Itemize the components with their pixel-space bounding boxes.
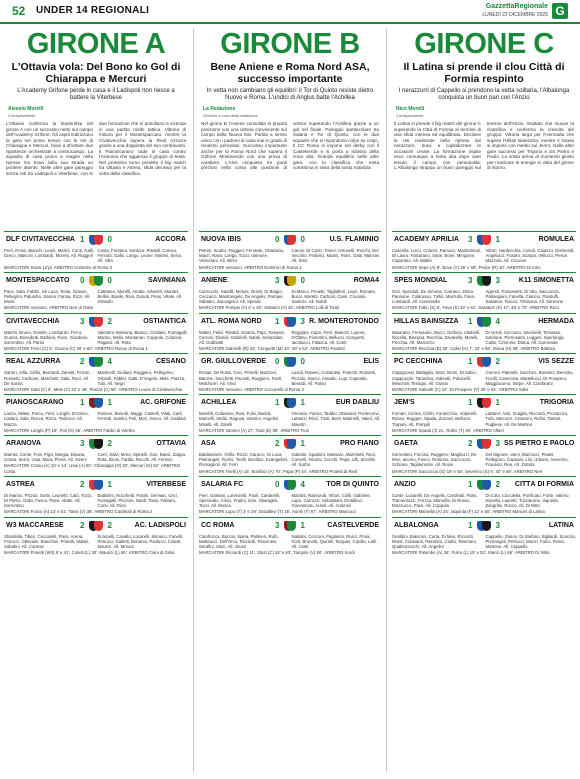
home-score: 1 — [468, 316, 473, 326]
match-scorers: MARCATORI Riccardi (C) 11', Stazi (C) 34' e 63', Tarquini (V) 50'. ARBITRO Sordi — [199, 550, 355, 556]
home-score: 1 — [468, 479, 473, 489]
away-lineup: Lucidi, Ranieri, Costantini, Franchi, Rossetti, Piccolo, Sacco, Amadei, Lupi, Caporale, Berardi. All. Panici — [291, 370, 377, 386]
away-team: CESANO — [156, 358, 186, 366]
home-lineup: Cascella, Lucci, Coluzzi, Ranucci, Mastrantoni, Di Lauro, Falzarano, Sepe, Bove, Mingione, Caporaso. All. Mattei — [392, 248, 482, 264]
home-team: ATL. ROMA NORD — [201, 317, 262, 325]
home-score: 2 — [80, 520, 85, 530]
match-box — [199, 435, 381, 476]
away-crest-icon — [94, 398, 103, 408]
away-crest-icon — [94, 480, 103, 490]
match-box — [4, 272, 188, 313]
away-lineup: Onorato, Farina, Taddei, Ottaviani, Pontecorvi, Lattanzi, Ricci, Tosti, Berti, Marinelli, Valeri. All. Maestri — [291, 411, 381, 427]
match-box — [199, 394, 381, 435]
home-team: ARANOVA — [6, 440, 41, 448]
match-scorers: MARCATORI Vannini (A) 27', Tosti (E) 58'. ARBITRO Fiori — [199, 427, 309, 433]
away-team: TOR DI QUINTO — [326, 480, 379, 488]
home-lineup: Pace, Sala, Fabbri, De Luca, Testa, Grasso, Pellegrini, Palumbo, Sanna, Farina, Rizzi. All. Monti — [4, 288, 91, 305]
away-score: 3 — [495, 520, 500, 530]
match-box — [199, 353, 381, 394]
author-role: Servizio a cura della redazione — [203, 113, 258, 118]
away-score: 0 — [300, 275, 305, 285]
away-team: ROMA4 — [353, 276, 379, 284]
away-team: U.S. FLAMINIO — [329, 236, 379, 243]
home-lineup: Maiorano, Ferraiuolo, Bucci, Gelfusa, Altobelli, Nocella, Bisegna, Recchia, Zavarella, Morelli, Pecchia. All. Marrazzo — [392, 329, 481, 346]
away-team: ELIS — [363, 358, 379, 366]
match-scorers: MARCATORI nessuno. ARBITRO Ceccarelli di Roma 2 — [199, 387, 304, 393]
away-crest-icon — [287, 398, 296, 408]
home-lineup: Pieri, Gaetani, Lorenzetti, Paoli, Cardarelli, Sperandio, Amici, Fratini, Iorio, Sbaraglia, Tocci. All. Mosca — [199, 492, 281, 509]
away-crest-icon — [287, 317, 296, 327]
home-score: 2 — [80, 479, 85, 489]
away-team: CITTÀ DI FORMIA — [514, 480, 574, 488]
home-lineup: Gentilini, Bianconi, Carta, Di Meo, Ricciotti, Monti, Colasanti, Palombo, Ciarla, Tammaro, Quattrociocchi. All. Angelini — [392, 533, 478, 550]
home-score: 2 — [275, 439, 280, 449]
away-lineup: Costa, Fontana, Santoro, Rinaldi, Caruso, Ferrara, Gallo, Longo, Leone, Martini, Serra. All. Villa — [97, 248, 183, 264]
match-scorers: MARCATORI nessuno. ARBITRO Dominici di Roma 1 — [199, 264, 302, 270]
home-score: 1 — [80, 235, 85, 244]
home-lineup: Petrini, Scalzo, Ruggeri, Ferrante, Ottaviano, Macrì, Raso, Longo, Tucci, Iannone, Veneziani. All. Mirra — [199, 248, 285, 264]
away-crest-icon — [482, 357, 491, 367]
article-headline: L'Ottavia vola: Del Bono ko Gol di Chiarappa e Mercuri — [11, 61, 181, 85]
home-team: PIANOSCARANO — [6, 399, 64, 407]
home-lineup: Marchi, Bruno, Gentile, Lombardo, Ferro, Guerra, Benedetti, Barbieri, Fiore, Giordano, Sorrentino. All. Parisi — [4, 329, 89, 346]
home-lineup: Rosati, De Rossi, Ceci, Petrelli, Mazzoni, Barone, Sacchetti, Paciotti, Ruggiero, Fanti, Melchiorri. All. Vinci — [199, 370, 283, 386]
match-box — [392, 231, 576, 272]
home-lineup: Orsi, Sperduti, De Simone, Carrano, Zinno, Pannone, Colarusso, Tullio, Marzullo, Fava, Lombardi. All. Ciaramella — [392, 288, 476, 305]
home-score: 2 — [80, 357, 85, 367]
match-box — [199, 231, 381, 272]
away-score: 1 — [495, 398, 500, 408]
match-box — [4, 476, 188, 517]
home-score: 3 — [80, 439, 85, 449]
match-box — [4, 435, 188, 476]
home-score: 3 — [275, 520, 280, 530]
away-lineup: Cerri, Salvi, Moro, Spinelli, Gori, Bassi, Zappa, Rota, Bruni, Fadda, Rocchi. All. Ferraro — [97, 452, 187, 463]
away-lineup: Carosi, Di Carlo, Tomei, Antonelli, Rocchi, Del Vecchio, Federici, Marini, Paris, Gatti, Mancini. All. Sisti — [291, 248, 381, 264]
home-score: 0 — [80, 275, 85, 285]
match-scorers: MARCATORI Cossu (A) 10' e 44', Usai (A) 60', Chiarappa (O) 20', Mercuri (O) 52'. ARBITRO Costa — [4, 463, 181, 474]
column-divider — [193, 28, 194, 773]
author-role: Corrispondente — [8, 113, 36, 118]
away-score: 4 — [107, 357, 112, 367]
away-score: 2 — [107, 439, 112, 449]
home-team: CC ROMA — [201, 521, 235, 529]
away-crest-icon — [94, 317, 103, 327]
article-body: L'Ottavia conferma la leadership nel girone A con un successo netto sul campo dell'Academy Grifone. Gli ospiti indirizzano la gara nel primo tempo con le reti di Chiarappa e Mercuri, bravi a sfruttare due ripartenze orchestrate a centrocampo. La squadra di casa prova a reagire nella ripresa ma trova sulla sua strada un portiere attento. Nelle altre gare pareggio senza reti tra Ladispoli e Viterbese, con le due formazioni che si annullano a vicenda in una partita molto tattica. Vittoria di misura per il Montespaccato, mentre la Civitavecchia supera la Real Azzurra grazie a una doppietta del suo centravanti. Il Pianoscarano cade in casa contro l'Aranova che aggancia il gruppo di testa. Nel prossimo turno previsto il big match tra Ottavia e Astrea, sfida decisiva per la vetta della classifica. — [6, 121, 186, 176]
girone-title: GIRONE A — [26, 28, 166, 60]
home-lineup: Mattei, Felici, Rinaldi, Sciarra, Papi, Tomassi, Cerroni, Dionisi, Gabrielli, Natali, Sebastiani. All. Gubbiotti — [199, 329, 285, 346]
away-team: ROMULEA — [538, 236, 574, 243]
match-box — [392, 394, 576, 435]
issue-date: LUNEDÌ 22 DICEMBRE 2025 — [482, 12, 548, 18]
away-score: 2 — [107, 316, 112, 326]
home-lineup: Baldassarre, Grillo, Rozzi, Carucci, Di Luca, Pietrangeli, Fiorini, Tirelli, Bonifazi, Evangelisti, Romagnoli. All. Ferri — [199, 452, 288, 468]
away-score: 2 — [495, 357, 500, 367]
away-lineup: Battistini, Rocchetti, Pasini, Gennari, Ceci, Fumagalli, Piccioni, Nardi, Tassi, Fabiani, Corsi. All. Ricci — [97, 492, 178, 509]
away-crest-icon — [287, 480, 296, 490]
away-crest-icon — [482, 235, 491, 245]
home-score: 3 — [275, 275, 280, 285]
author-name: Alessio Morelli — [8, 106, 44, 112]
column-girone-a — [0, 24, 192, 779]
match-scorers: MARCATORI Palombo (A) 36', Fulco (L) 15' e 52', Manzi (L) 68'. ARBITRO Di Nitto — [392, 550, 550, 556]
article-subheadline: In vetta non cambiano gli equilibri: il Tor di Quinto resiste dietro Nuovo e Roma. L'undici di Anglus batte l'Achillea — [206, 88, 374, 101]
away-lineup: Martinelli, Giuliani, Ruggiero, Pellegrino, Orlandi, Fabbri, Gatti, D'Angelo, Mele, Piazza, Tosi. All. Negri — [97, 370, 186, 386]
match-box — [392, 435, 576, 476]
home-team: MONTESPACCATO — [6, 276, 70, 284]
away-team: CASTELVERDE — [327, 521, 379, 529]
away-score: 1 — [107, 398, 112, 408]
match-scorers: MARCATORI Rossi 12'pt. ARBITRO Colombo di Roma 2 — [4, 264, 113, 270]
away-team: LATINA — [548, 521, 574, 529]
article-headline: Bene Aniene e Roma Nord ASA, successo importante — [210, 61, 370, 85]
brand-name: GazzettaRegionale — [485, 3, 548, 10]
match-scorers: MARCATORI nessuno. ARBITRO Neri di Ostia — [4, 305, 93, 311]
column-girone-b — [195, 24, 385, 779]
home-lineup: Cianfrocca, Boccia, Spina, Palmieri, Rufo, Matteucci, Dell'Orco, Riccardi, Piacentini, Serafini, Stazi. All. Giusti — [199, 533, 279, 550]
away-score: 4 — [300, 479, 305, 489]
match-scorers: MARCATORI Tirelli (A) 15', Bonifazi (A) 70', Papa (P) 44'. ARBITRO Proietti di Rieti — [199, 468, 357, 474]
girone-title: GIRONE B — [220, 28, 360, 60]
home-lineup: Sorrentino, Forcina, Ruggiero, Magliozzi, De Meo, Iacono, Fusco, Rotunno, Saccoccio, Schiano, Tagliamonte. All. Rossi — [392, 452, 477, 468]
home-team: NUOVA IBIS — [201, 236, 242, 243]
away-team: TRIGORIA — [539, 399, 574, 407]
home-score: 0 — [275, 357, 280, 367]
author-name: La Redazione — [203, 106, 236, 112]
match-scorers: MARCATORI Tullio (S) 5', Fava (S) 33' e 61', Salvatori (K) 17', 45' e 70'. ARBITRO Ricci — [392, 305, 559, 311]
away-score: 2 — [107, 520, 112, 530]
article-subheadline: L'Academy Grifone perde in casa e il Ladispoli non riesce a battere la Viterbese — [17, 88, 175, 101]
away-crest-icon — [287, 439, 296, 449]
article-body: Nel girone B l'Aniene consolida la propria posizione con una vittoria convincente sul campo della Nuova Ibis. Partita a senso unico con i padroni di casa mai in grado di rendersi pericolosi. Successo importante anche per la Roma Nord che supera il Grifone Monteverde con una prova di carattere. L'ASA conquista tre punti preziosi nella corsa alle posizioni di vertice superando l'Achillea grazie a un gol nel finale. Pareggio spettacolare tra Salaria e Tor di Quinto, con le due squadre che si rispondono colpo su colpo. Il CC Roma si impone nel derby con il Castelverde e si porta a ridosso della zona alta. Grande equilibrio nelle altre gare, con la classifica che resta cortissima in vista della sosta natalizia. — [201, 121, 379, 170]
match-scorers: MARCATORI Sepe (A) 8', Bove (A) 26' e 59', Pesce (R) 40'. ARBITRO Di Iorio — [392, 264, 541, 270]
away-score: 0 — [107, 235, 112, 244]
away-score: 3 — [495, 439, 500, 449]
home-score: 1 — [80, 398, 85, 408]
home-team: ALBALONGA — [394, 521, 439, 529]
away-team: AC. LADISPOLI — [134, 521, 186, 529]
away-lineup: Valentini, Messina, Bianco, Cristiani, Fumagalli, Marino, Melis, Montanari, Coppola, Colonna, Pagano. All. Rota — [97, 329, 188, 346]
home-team: DLF CIVITAVECCHIA — [6, 236, 75, 243]
home-team: REAL AZZURRA — [6, 358, 61, 366]
home-lineup: Marras, Conte, Fois, Piga, Murgia, Deiana, Cossu, Serra, Usai, Mura, Pinna. All. Atzeni — [4, 452, 87, 463]
match-scorers: MARCATORI Longhi (P) 18', Poli (G) 55'. ARBITRO Fabbri di Viterbo — [4, 427, 135, 433]
away-score: 2 — [495, 479, 500, 489]
home-lineup: Sartori, Villa, Cirillo, Bernardi, Zanetti, Ferrari, Rossetti, Carbone, Marchetti, Sala, Ricci. All. De Santis — [4, 370, 91, 386]
home-score: 3 — [80, 316, 85, 326]
away-crest-icon — [482, 521, 491, 531]
home-team: JEM'S — [394, 399, 415, 407]
match-scorers: MARCATORI Ferro (C) 5', Guerra (C) 30' e 60'. ARBITRO Russo di Roma 1 — [4, 346, 148, 352]
column-divider — [386, 28, 387, 773]
home-team: ACHILLEA — [201, 399, 237, 407]
away-crest-icon — [482, 439, 491, 449]
away-score: 0 — [300, 235, 305, 244]
match-box — [392, 476, 576, 517]
home-score: 1 — [468, 398, 473, 408]
article-subheadline: I nerazzurri di Cappello si prendono la vetta solitaria, l'Albalonga conquista un buon pari con l'Anzio — [398, 88, 570, 101]
away-crest-icon — [482, 317, 491, 327]
home-team: ACADEMY APRILIA — [394, 236, 459, 243]
article-headline: Il Latina si prende il clou Città di Formia respinto — [403, 61, 565, 85]
away-team: EUR DABLIU — [335, 399, 379, 407]
author-name: Nico Morelli — [396, 106, 425, 112]
away-lineup: Mariotti, Raimondi, Vittori, Cirilli, Gabriele, Lupo, Carrozzi, Sebastiani, Diotallevi, Giovannoni, Aureli. All. Antonini — [291, 492, 371, 509]
away-score: 1 — [300, 439, 305, 449]
brand-logo-icon: G — [552, 3, 568, 19]
match-box — [199, 272, 381, 313]
home-team: W3 MACCARESE — [6, 521, 64, 529]
match-scorers: MARCATORI Gabrielli (R) 22', Cerquetti (M) 10', 48' e 62'. ARBITRO Paoletti — [199, 346, 345, 352]
home-lineup: Fornari, Cerina, Cirillo, Fontecchio, Volpicelli, Russo, Ruggeri, Spada, Zuccari, Bellucci, Trapani. All. Pompili — [392, 411, 478, 427]
away-lineup: Agresti, Tomassetti, Di Vito, Saccoccia, Palmegiani, Fanella, Ciancio, Pandolfi, Salvatori, Fiacco, Tintisona. All. Simeone — [485, 288, 564, 305]
home-lineup: Capogrossi, Battaglia, Stazi, Bruni, Di Salvo, Cappuccini, Tarantino, Galeotti, Pulcinelli, Meschini, Tersigni. All. Grassi — [392, 370, 477, 386]
home-score: 1 — [275, 316, 280, 326]
author-role: Corrispondente — [396, 113, 424, 118]
home-team: ANIENE — [201, 276, 228, 284]
away-score: 3 — [495, 275, 500, 285]
away-team: R. MONTEROTONDO — [309, 317, 379, 325]
home-team: CIVITAVECCHIA — [6, 317, 60, 325]
home-team: HILLAS BAINSIZZA — [394, 317, 459, 325]
home-score: 2 — [468, 439, 473, 449]
home-lineup: Sbardella, Tiberi, Ceccarelli, Pace, Arena, Fiorucci, Ottaviani, Bianchini, Proietti, Mattei, Sabatini. All. Cortese — [4, 533, 90, 550]
away-score: 1 — [300, 520, 305, 530]
home-score: 1 — [468, 357, 473, 367]
away-team: AC. GRIFONE — [140, 399, 186, 407]
home-lineup: Di Marino, Pizzuti, Sorbi, Leonetti, Calò, Tozzi, Di Pietro, Gallo, Fusco, Pace, Abate. All. Sorrentino — [4, 492, 93, 509]
home-team: GR. GIULLOVERDE — [201, 358, 266, 366]
column-girone-c — [388, 24, 580, 779]
away-lineup: Galante, Spadoni, Massaro, Marchetti, Ricci, Corsetti, Nicolai, Cucchi, Papa, Lilli, Serafini. All. Sorbo — [291, 452, 377, 468]
away-crest-icon — [94, 235, 103, 245]
away-score: 4 — [495, 316, 500, 326]
away-crest-icon — [482, 398, 491, 408]
match-box — [199, 517, 381, 558]
away-crest-icon — [482, 480, 491, 490]
away-team: PRO FIANO — [340, 440, 379, 448]
match-box — [392, 313, 576, 354]
away-crest-icon — [482, 276, 491, 286]
away-lineup: Natalini, Cecconi, Pagliarini, Rosci, Proia, Forti, Brunetti, Quintili, Tarquini, Cipolla, Lalli. All. Ciotti — [291, 533, 377, 550]
match-scorers: MARCATORI Proietti (W3) 9' e 41', Coletti (L) 30', Maurizi (L) 66'. ARBITRO Ciani di Ostia — [4, 550, 175, 556]
match-box — [392, 353, 576, 394]
away-team: VITERBESE — [146, 480, 186, 488]
match-box — [4, 313, 188, 354]
home-team: GAETA — [394, 440, 418, 448]
away-lineup: Di Veroli, Ceccano, Sarcinelli, Tomasso, Nardone, Pietrosanti, Leggeri, Sperlonga, Calisi, Cimmino, Diana. All. Carnevale — [485, 329, 565, 346]
away-lineup: Reggiani, Capri, Ferri, Bianchi, Lepore, D'Ottavi, Fiorentini, Bellucci, Cerquetti, Iacobucci, Falasca. All. Conti — [291, 329, 366, 346]
away-lineup: Lattanzi, Vari, Scaglia, Riccardi, Procaccini, Tufo, Mecozzi, Cesaroni, Rufini, Tantari, Pugliese. All. De Martino — [485, 411, 569, 427]
home-lineup: Lanza, Milani, Porcu, Ferri, Longhi, D'Amico, Cattani, Sala, Rocca, Rizzo, Tedesco. All. Mazza — [4, 411, 89, 427]
home-team: ASA — [201, 440, 216, 448]
page-number: 52 — [12, 4, 26, 18]
away-lineup: Di Marco, Proietti, Tagliaferri, Lepri, Romani, Bucci, Moretti, Carboni, Ciani, Cruciani, Santoro. All. Nobili — [291, 288, 376, 305]
match-scorers: MARCATORI Saccoccio (G) 18' e 55', Severino (S) 6', 40' e 66'. ARBITRO Neri — [392, 468, 543, 474]
home-team: ANZIO — [394, 480, 416, 488]
away-team: OSTIANTICA — [143, 317, 186, 325]
match-scorers: MARCATORI Fusco (A) 14' e 51', Tassi (V) 38'. ARBITRO Cardinali di Roma 2 — [4, 509, 153, 515]
away-team: K11 SIMONETTA — [518, 276, 574, 284]
home-score: 1 — [275, 398, 280, 408]
away-lineup: Di Cola, Ciccolella, Purificato, Forte, Valerio, Nocella, Lauretti, Tucciarone, Iaquinta, Zangrillo, Rocco. All. Di Nitto — [485, 492, 570, 509]
away-lineup: Del Signore, Ianni, Marcucci, Pisani, Pellegrino, Capuani, Lisi, Urbano, Severino, Fracassi, Rea. All. Zottola — [485, 452, 569, 468]
away-crest-icon — [287, 521, 296, 531]
match-scorers: MARCATORI Lupo (T) 3' e 29', Diotallevi (T) 45', Aureli (T) 67'. ARBITRO Marcucci — [199, 509, 357, 515]
away-lineup: Cattaneo, Morelli, Amato, Silvestri, Mariani, Bellini, Basile, Riva, Donati, Piras, Vitale. All. Orlando — [97, 288, 183, 305]
away-crest-icon — [287, 235, 296, 245]
away-team: HERMADA — [538, 317, 574, 325]
home-lineup: Monfeli, Colantoni, Rosi, Fulvi, Bartoli, Marcelli, Stella, Ragusa, Vannini, Angelini, Minelli. All. Zarelli — [199, 411, 280, 427]
away-score: 1 — [107, 479, 112, 489]
away-lineup: Scarpelli, Cavallo, Lucarelli, Monaco, Fanelli, Petrucci, Galletti, Bonanni, Paolucci, Coletti, Maurizi. All. Moroni — [97, 533, 183, 550]
home-team: SPES MONDIAL — [394, 276, 448, 284]
home-score: 1 — [468, 520, 473, 530]
home-team: PC CECCHINA — [394, 358, 443, 366]
match-box — [199, 313, 381, 354]
away-team: SAVINIANA — [148, 276, 186, 284]
home-team: ASTREA — [6, 480, 35, 488]
match-scorers: MARCATORI Marsella (A) 25', Iaquinta (F) 12' e 60'. ARBITRO Mancini di Latina — [392, 509, 545, 515]
section-title: UNDER 14 REGIONALI — [36, 5, 150, 16]
away-score: 0 — [300, 357, 305, 367]
match-scorers: MARCATORI Spada (J) 21', Rufini (T) 49'. ARBITRO Altieri — [392, 427, 504, 433]
match-box — [199, 476, 381, 517]
away-crest-icon — [287, 357, 296, 367]
home-score: 0 — [275, 235, 280, 244]
match-box — [392, 272, 576, 313]
away-lineup: Vittori, Nardecchia, Ciotoli, Caiazzo, Gismondi, Angelucci, Fusaro, Scarpa, Vellucci, Pesce, Mazzola. All. Ciccone — [485, 248, 575, 264]
home-lineup: Conte, Lucarelli, De Angelis, Cardinali, Paris, Tramentozzi, Frezza, Marsella, Di Russo, Mazzucco, Pace. All. Coppola — [392, 492, 478, 509]
away-crest-icon — [94, 439, 103, 449]
away-crest-icon — [94, 357, 103, 367]
away-crest-icon — [94, 276, 103, 286]
away-lineup: Pastore, Bonetti, Maggi, Castelli, Vitali, Carli, Ferretti, Santini, Poli, Mori, Greco. All. Gualtieri — [97, 411, 187, 422]
home-lineup: Ferri, Rossi, Bianchi, Leoni, Marini, Conti, Galli, Greco, Mancini, Lombardi, Moretti. All. Ruggeri — [4, 248, 95, 259]
home-score: 3 — [468, 275, 473, 285]
away-crest-icon — [287, 276, 296, 286]
away-score: 1 — [300, 398, 305, 408]
match-box — [4, 353, 188, 394]
match-box — [392, 517, 576, 558]
article-body: Il Latina si prende il big match del girone C superando la Città di Formia al termine di una sfida intensa ed equilibrata. Decisive le reti realizzate nella ripresa dai nerazzurri, bravi a capitalizzare le occasioni create. La formazione ospite esce comunque a testa alta dopo aver tenuto il campo con personalità. L'Albalonga strappa un buon pareggio sul terreno dell'Anzio, risultato che muove la classifica e conferma la crescita del gruppo. Vittoria larga per l'Hermada che supera l'Hillas Bainsizza, mentre il Gaeta si impone con merito sul Jem's. Nelle altre gare successi per Trigoria e SS Pietro e Paolo. La sosta arriva al momento giusto per ricaricare le energie in vista del girone di ritorno. — [394, 121, 574, 170]
match-scorers: MARCATORI Recchia (B) 35', Calisi (H) 7', 22' e 58', Diana (H) 69'. ARBITRO Battista — [392, 346, 555, 352]
away-team: VIS SEZZE — [538, 358, 574, 366]
match-box — [4, 517, 188, 558]
away-team: ACCORA — [155, 236, 186, 243]
home-lineup: Ciarrocchi, Santilli, Meloni, Orsini, Di Biagio, Ceccacci, Mastrangelo, De Angelis, Pompei, Sabatini, Zaccagnini. All. Sperati — [199, 288, 284, 305]
away-score: 0 — [107, 275, 112, 285]
match-box — [4, 394, 188, 435]
away-crest-icon — [94, 521, 103, 531]
home-score: 0 — [275, 479, 280, 489]
away-score: 3 — [300, 316, 305, 326]
home-score: 3 — [468, 235, 473, 244]
match-scorers: MARCATORI Pompei (A) 4' e 40', Sabatini (A) 33'. ARBITRO Lolli di Tivoli — [199, 305, 340, 311]
away-score: 1 — [495, 235, 500, 244]
away-team: SS PIETRO E PAOLO — [504, 440, 574, 448]
away-team: OTTAVIA — [156, 440, 186, 448]
match-box — [4, 231, 188, 272]
match-scorers: MARCATORI Gatti (C) 8', Mele (C) 22' e 48', Piazza (C) 65'. ARBITRO Leone di Civitavecchia — [4, 387, 182, 393]
away-lineup: Cerroni, Palombi, Zaccheo, Bonanni, Bernola, Fiorilli, Camerota, Martellucci, Di Prospero, Maggiacomo, Stirpe. All. Cianfarani — [485, 370, 573, 386]
girone-title: GIRONE C — [414, 28, 554, 60]
home-team: SALARIA FC — [201, 480, 244, 488]
match-scorers: MARCATORI Galeotti (C) 12', Di Prospero (V) 30' e 64'. ARBITRO Salvi — [392, 387, 529, 393]
away-lineup: Cappello, Zanon, Di Stefano, Bigliardi, Scaccia, Pietrangeli, Petrucci, Manzi, Fulco, Rossi, Martone. All. Cappello — [485, 533, 576, 550]
